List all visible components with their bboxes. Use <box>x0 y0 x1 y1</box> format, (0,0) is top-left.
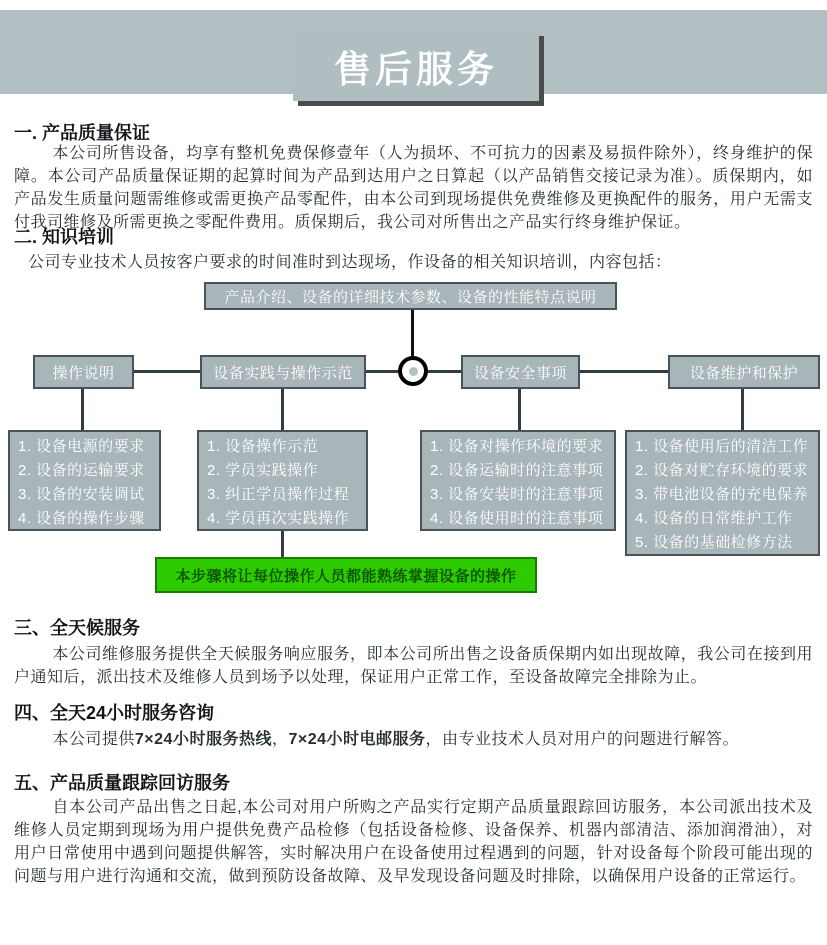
section4-text-suffix: ，由专业技术人员对用户的问题进行解答。 <box>425 731 740 748</box>
list-item: 2. 设备的运输要求 <box>18 462 145 479</box>
connector-v-green <box>281 531 284 557</box>
flowchart-header-practice: 设备实践与操作示范 <box>200 355 366 389</box>
list-item: 3. 带电池设备的充电保养 <box>635 486 809 503</box>
section5-heading: 五、产品质量跟踪回访服务 <box>14 773 230 793</box>
connector-h2 <box>366 370 398 373</box>
list-item: 2. 学员实践操作 <box>207 462 319 479</box>
list-item: 3. 设备安装时的注意事项 <box>430 486 604 503</box>
connector-h1 <box>134 370 200 373</box>
list-item: 2. 设备对贮存环境的要求 <box>635 462 809 479</box>
list-item: 5. 设备的基础检修方法 <box>635 534 793 551</box>
connector-v4 <box>741 389 744 430</box>
connector-h4 <box>580 370 668 373</box>
section3-paragraph: 本公司维修服务提供全天候服务响应服务，即本公司所出售之设备质保期内如出现故障，我公司在接到用户通知后，派出技术及维修人员到场予以处理，保证用户正常工作，至设备故障完全排除为止。 <box>14 646 813 686</box>
list-item: 1. 设备操作示范 <box>207 438 319 455</box>
section4-hotline: 7×24小时服务热线 <box>134 731 272 748</box>
list-item: 2. 设备运输时的注意事项 <box>430 462 604 479</box>
list-item: 1. 设备使用后的清洁工作 <box>635 438 809 455</box>
hub-dot-icon <box>409 367 418 376</box>
section2-intro: 公司专业技术人员按客户要求的时间准时到达现场，作设备的相关知识培训，内容包括： <box>28 254 672 271</box>
connector-v3 <box>518 389 521 430</box>
section3-heading: 三、全天候服务 <box>14 618 140 638</box>
section2-heading: 二. 知识培训 <box>14 227 115 247</box>
section4-email: 7×24小时电邮服务 <box>288 731 426 748</box>
page-title: 售后服务 <box>334 49 498 90</box>
section4-comma: ， <box>271 731 289 748</box>
connector-v2 <box>281 389 284 430</box>
section1-paragraph: 本公司所售设备，均享有整机免费保修壹年（人为损坏、不可抗力的因素及易损件除外），终身维护的保障。本公司产品质量保证期的起算时间为产品到达用户之日算起（以产品销售交接记录为准）。质保期内，如产品发生质量问题需维修或需更换产品零配件，由本公司到现场提供免费维修及更换配件的服务，用户无需支付我司维修及所需更换之零配件费用。质保期后，我公司对所售出之产品实行终身维护保证。 <box>14 145 813 231</box>
list-item: 4. 设备的日常维护工作 <box>635 510 793 527</box>
list-item: 4. 学员再次实践操作 <box>207 510 350 527</box>
section4-paragraph <box>14 728 813 751</box>
connector-v1 <box>81 389 84 430</box>
flowchart-list-maintenance <box>625 430 820 556</box>
list-item: 1. 设备电源的要求 <box>18 438 145 455</box>
flowchart-list-safety <box>420 430 616 531</box>
list-item: 3. 设备的安装调试 <box>18 486 145 503</box>
list-item: 3. 纠正学员操作过程 <box>207 486 350 503</box>
list-item: 4. 设备的操作步骤 <box>18 510 145 527</box>
flowchart-list-operation <box>8 430 161 531</box>
page-title-box <box>293 31 539 101</box>
flowchart-header-safety: 设备安全事项 <box>461 355 580 389</box>
section1-heading: 一. 产品质量保证 <box>14 123 151 143</box>
flowchart-list-practice <box>197 430 368 531</box>
flowchart-conclusion-box: 本步骤将让每位操作人员都能熟练掌握设备的操作 <box>155 557 537 593</box>
flowchart-header-maintenance: 设备维护和保护 <box>668 355 820 389</box>
connector-h3 <box>428 370 461 373</box>
connector-top-vertical <box>411 310 414 357</box>
flowchart-header-operation: 操作说明 <box>33 355 134 389</box>
section4-heading: 四、全天24小时服务咨询 <box>14 703 215 723</box>
flowchart-hub-node <box>398 356 428 386</box>
flowchart-top-box: 产品介绍、设备的详细技术参数、设备的性能特点说明 <box>204 282 617 310</box>
list-item: 4. 设备使用时的注意事项 <box>430 510 604 527</box>
list-item: 1. 设备对操作环境的要求 <box>430 438 604 455</box>
section5-paragraph: 自本公司产品出售之日起,本公司对用户所购之产品实行定期产品质量跟踪回访服务，本公司派出技术及维修人员定期到现场为用户提供免费产品检修（包括设备检修、设备保养、机器内部清洁、添加润滑油），对用户日常使用中遇到问题提供解答，实时解决用户在设备使用过程遇到的问题，针对设备每个阶段可能出现的问题与用户进行沟通和交流，做到预防设备故障、及早发现设备问题及时排除，以确保用户设备的正常运行。 <box>14 799 813 885</box>
section4-text-prefix: 本公司提供 <box>52 731 135 748</box>
